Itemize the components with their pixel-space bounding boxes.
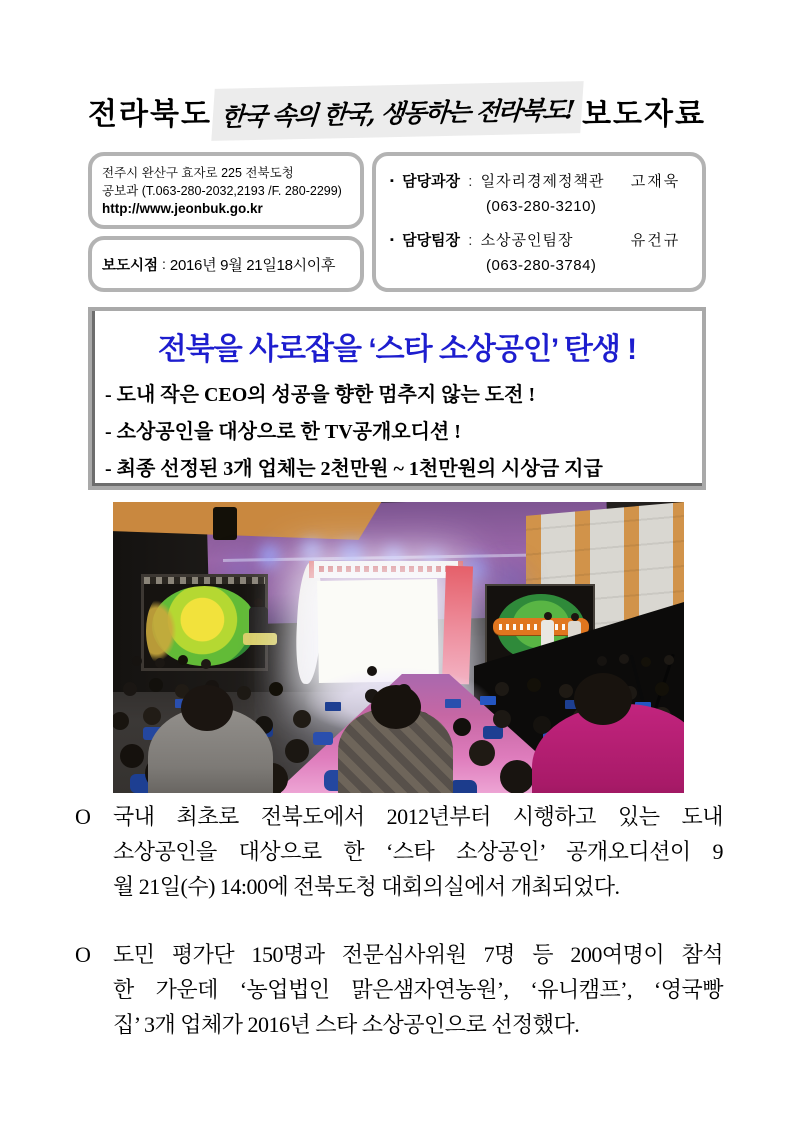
contact-team-leader xyxy=(390,229,696,274)
photo-presenter-head xyxy=(254,598,263,607)
paragraph-line: 국내 최초로 전북도에서 2012년부터 시행하고 있는 도내 xyxy=(113,804,723,829)
body-paragraph xyxy=(75,799,723,904)
province-slogan: 한국 속의 한국, 생동하는 전라북도! xyxy=(211,81,583,141)
release-time-separator: : xyxy=(162,256,166,272)
photo-pink-stage-band xyxy=(442,566,473,685)
photo-yellow-swoosh xyxy=(146,595,180,667)
paragraph-line: 한 가운데 ‘농업법인 맑은샘자연농원’, ‘유니캠프’, ‘영국빵 xyxy=(113,977,723,1002)
headline-bullet: - 도내 작은 CEO의 성공을 향한 멈추지 않는 도전 ! xyxy=(105,384,536,406)
photo-foreground-person-head xyxy=(574,673,632,725)
square-bullet-icon: ▪ xyxy=(390,175,394,187)
contact-manager xyxy=(390,170,696,215)
event-photo xyxy=(113,502,684,793)
photo-host-figure-head xyxy=(571,613,579,621)
photo-speaker-box xyxy=(213,507,237,540)
contact-role-label: 담당과장 xyxy=(402,173,461,190)
org-title: 전라북도 xyxy=(88,98,212,131)
release-time-value: 2016년 9월 21일18시이후 xyxy=(169,256,336,274)
paragraph-line: 집’ 3개 업체가 2016년 스타 소상공인으로 선정했다. xyxy=(113,1012,580,1037)
contact-department: 소상공인팀장 xyxy=(480,232,574,249)
contact-separator: : xyxy=(468,232,473,249)
contact-department: 일자리경제정책관 xyxy=(480,173,605,190)
document-header xyxy=(88,80,706,142)
headline-bullet: - 최종 선정된 3개 업체는 2천만원 ~ 1천만원의 시상금 지급 xyxy=(105,458,603,480)
headline-box xyxy=(88,307,706,490)
headline-bullet-list xyxy=(92,377,702,488)
headline-title: 전북을 사로잡을 ‘스타 소상공인’ 탄생 ! xyxy=(157,333,637,366)
paragraph-line: 월 21일(수) 14:00에 전북도청 대회의실에서 개최되었다. xyxy=(113,874,620,899)
paragraph-line: 도민 평가단 150명과 전문심사위원 7명 등 200여명이 참석 xyxy=(113,942,723,967)
release-time-label: 보도시점 xyxy=(102,257,159,274)
paragraph-marker: O xyxy=(75,942,91,967)
photo-host-figure-head xyxy=(544,612,552,620)
photo-foreground-person-head xyxy=(181,685,233,731)
release-time-box xyxy=(88,236,364,292)
photo-audience-heads xyxy=(113,502,131,520)
address-box xyxy=(88,152,364,229)
website-url: http://www.jeonbuk.go.kr xyxy=(102,201,263,216)
contact-phone: (063-280-3210) xyxy=(486,198,597,215)
paragraph-line: 소상공인을 대상으로 한 ‘스타 소상공인’ 공개오디션이 9 xyxy=(113,839,723,864)
body-paragraph xyxy=(75,937,723,1042)
contacts-box xyxy=(372,152,706,292)
address-line1: 전주시 완산구 효자로 225 전북도청 xyxy=(102,166,294,180)
address-line2: 공보과 (T.063-280-2032,2193 /F. 280-2299) xyxy=(102,184,342,198)
document-type-title: 보도자료 xyxy=(582,98,706,131)
photo-foreground-person-head xyxy=(371,685,421,729)
contact-person-name: 고재욱 xyxy=(630,173,681,190)
headline-bullet: - 소상공인을 대상으로 한 TV공개오디션 ! xyxy=(105,421,461,443)
contact-person-name: 유건규 xyxy=(630,232,681,249)
contact-phone: (063-280-3784) xyxy=(486,257,597,274)
contact-separator: : xyxy=(468,173,473,190)
photo-banner-text-marks xyxy=(319,566,449,572)
paragraph-marker: O xyxy=(75,804,91,829)
photo-podium-flowers xyxy=(243,633,277,645)
square-bullet-icon: ▪ xyxy=(390,234,394,246)
contact-role-label: 담당팀장 xyxy=(402,232,461,249)
photo-panel-truss xyxy=(144,577,265,584)
